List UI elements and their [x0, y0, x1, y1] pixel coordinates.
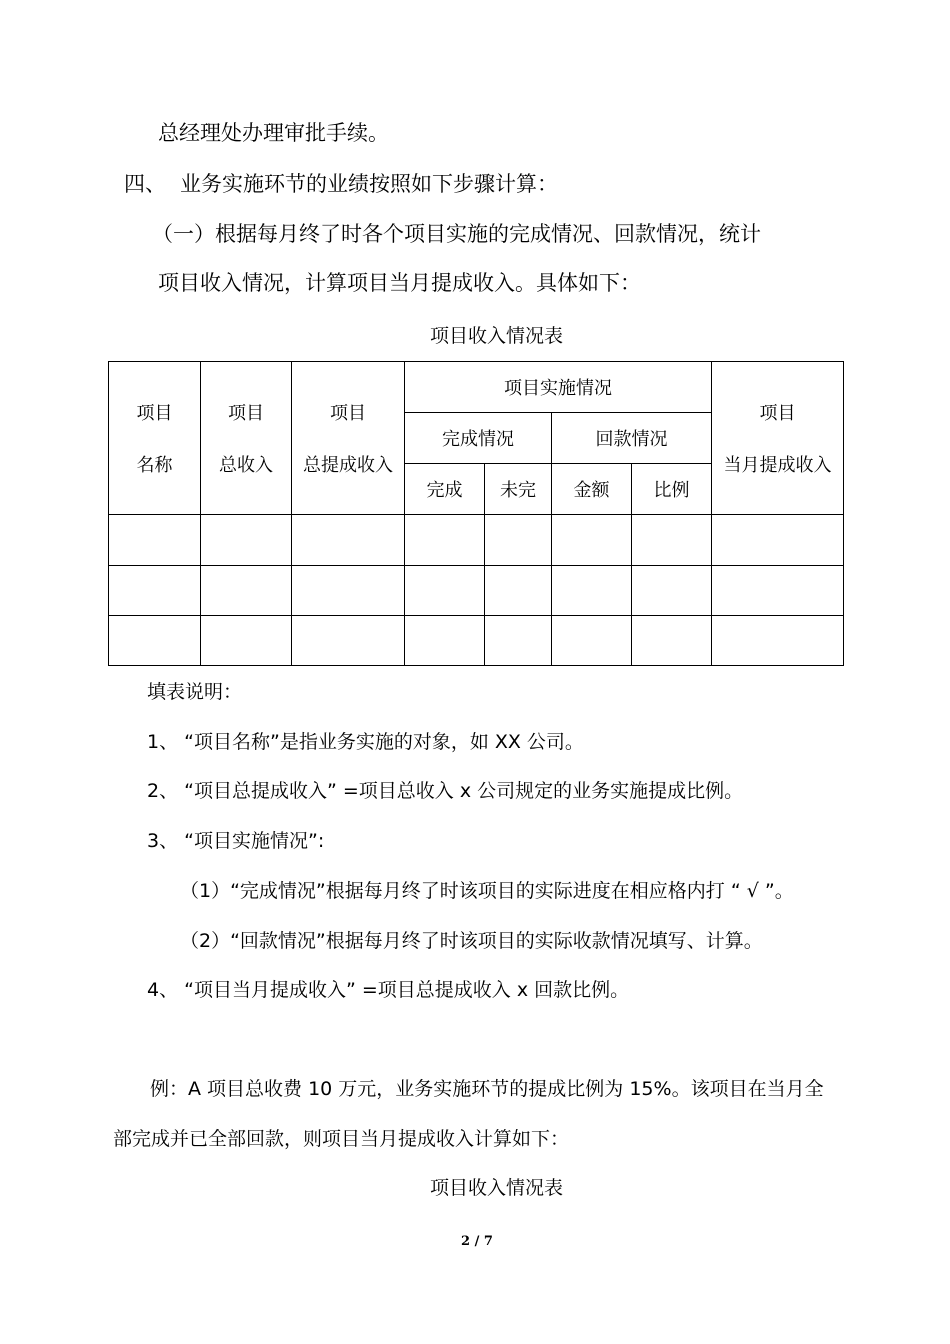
header-monthly-commission: 项目 当月提成收入 — [712, 362, 844, 515]
section-four-heading: 业务实施环节的业绩按照如下步骤计算： — [180, 172, 558, 196]
header-completed: 完成 — [405, 464, 485, 515]
notes-heading: 填表说明： — [147, 681, 243, 703]
header-implementation-status: 项目实施情况 — [405, 362, 712, 413]
subsection-one-line1: （一）根据每月终了时各个项目实施的完成情况、回款情况，统计 — [152, 222, 761, 246]
table-row — [109, 515, 844, 566]
header-completion-status: 完成情况 — [405, 413, 552, 464]
subsection-one-line2: 项目收入情况，计算项目当月提成收入。具体如下： — [158, 271, 641, 295]
note-4: 4、 “项目当月提成收入” =项目总提成收入 x 回款比例。 — [147, 979, 630, 1001]
header-project-name: 项目 名称 — [109, 362, 201, 515]
header-amount: 金额 — [552, 464, 632, 515]
header-project-total-income: 项目 总收入 — [201, 362, 292, 515]
note-3: 3、 “项目实施情况”: — [147, 830, 325, 852]
header-ratio: 比例 — [632, 464, 712, 515]
paragraph-approval: 总经理处办理审批手续。 — [158, 121, 389, 145]
section-four-number: 四、 — [124, 172, 166, 196]
page-number: 2 / 7 — [461, 1234, 493, 1249]
project-income-table — [108, 361, 844, 666]
table-row — [109, 566, 844, 616]
header-project-total-commission: 项目 总提成收入 — [292, 362, 405, 515]
note-3-1: （1）“完成情况”根据每月终了时该项目的实际进度在相应格内打 “ √ ”。 — [180, 880, 794, 902]
header-payment-status: 回款情况 — [552, 413, 712, 464]
example-line-1: 例：A 项目总收费 10 万元，业务实施环节的提成比例为 15%。该项目在当月全 — [150, 1078, 824, 1100]
table-title-2: 项目收入情况表 — [430, 1177, 564, 1199]
note-1: 1、 “项目名称”是指业务实施的对象，如 XX 公司。 — [147, 731, 584, 753]
table-row — [109, 616, 844, 666]
note-3-2: （2）“回款情况”根据每月终了时该项目的实际收款情况填写、计算。 — [180, 930, 763, 952]
header-uncompleted: 未完 — [485, 464, 552, 515]
example-line-2: 部完成并已全部回款，则项目当月提成收入计算如下： — [113, 1128, 570, 1150]
table-title: 项目收入情况表 — [430, 325, 564, 347]
note-2: 2、 “项目总提成收入” =项目总收入 x 公司规定的业务实施提成比例。 — [147, 780, 744, 802]
